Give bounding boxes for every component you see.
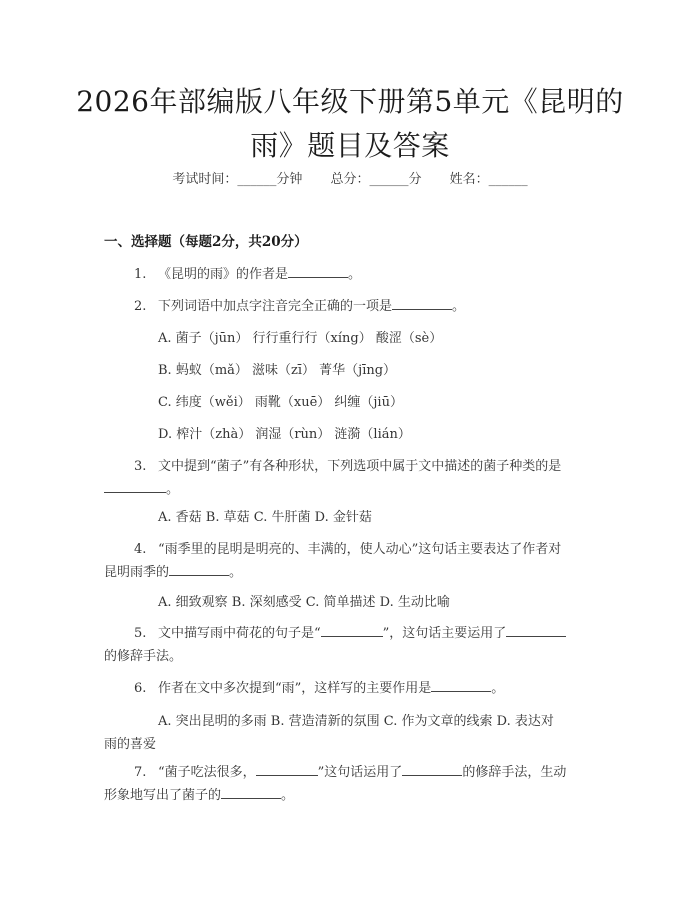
- answer-blank: [506, 624, 566, 637]
- answer-blank: [392, 297, 452, 310]
- question-number: 2.: [134, 299, 147, 314]
- question-text: 《昆明的雨》的作者是: [158, 267, 289, 282]
- question-6: 6. 作者在文中多次提到“雨”，这样写的主要作用是 。: [134, 681, 505, 696]
- question-6-options-continued: 雨的喜爱: [104, 737, 157, 752]
- question-number: 5.: [134, 626, 147, 641]
- question-text: 文中提到“菌子”有各种形状，下列选项中属于文中描述的菌子种类的是: [158, 459, 562, 474]
- title-line-1: 2026年部编版八年级下册第5单元《昆明的: [76, 85, 624, 118]
- option-a: A. 菌子（jūn） 行行重行行（xíng） 酸涩（sè）: [158, 331, 443, 346]
- page-title: [60, 80, 640, 168]
- option-b: B. 蚂蚁（mǎ） 滋味（zī） 菁华（jīng）: [158, 363, 397, 378]
- exam-score: 总分：______分: [330, 172, 422, 187]
- option-c: C. 纬度（wěi） 雨靴（xuē） 纠缠（jiū）: [158, 395, 403, 410]
- answer-blank: [321, 624, 383, 637]
- question-7: 7. “菌子吃法很多， ”这句话运用了 的修辞手法，生动: [134, 765, 567, 780]
- question-number: 4.: [134, 542, 147, 557]
- question-number: 3.: [134, 459, 147, 474]
- question-5: 5. 文中描写雨中荷花的句子是“ ”，这句话主要运用了: [134, 622, 566, 641]
- question-4-continued: 昆明雨季的 。: [104, 565, 243, 580]
- answer-blank: [169, 563, 229, 576]
- question-3-continued: 。: [104, 478, 179, 497]
- question-6-options: A. 突出昆明的多雨 B. 营造清新的氛围 C. 作为文章的线索 D. 表达对: [158, 714, 554, 729]
- question-4: [134, 538, 561, 557]
- question-text: “雨季里的昆明是明亮的、丰满的，使人动心”这句话主要表达了作者对: [158, 542, 562, 557]
- answer-blank: [221, 786, 281, 799]
- section-heading: 一、选择题（每题2分，共20分）: [104, 234, 308, 250]
- question-1: 1. 《昆明的雨》的作者是 。: [134, 267, 362, 282]
- option-d: D. 榨汁（zhà） 润湿（rùn） 涟漪（lián）: [158, 427, 411, 442]
- question-2: 2. 下列词语中加点字注音完全正确的一项是 。: [134, 299, 466, 314]
- question-text: 下列词语中加点字注音完全正确的一项是: [158, 299, 393, 314]
- question-text: 作者在文中多次提到“雨”，这样写的主要作用是: [158, 681, 432, 696]
- exam-info: [0, 168, 700, 187]
- exam-name: 姓名：______: [449, 172, 528, 187]
- exam-time: 考试时间：______分钟: [172, 172, 303, 187]
- title-line-2: 雨》题目及答案: [250, 129, 450, 162]
- answer-blank: [431, 679, 491, 692]
- answer-blank: [402, 763, 462, 776]
- question-number: 1.: [134, 267, 147, 282]
- question-5-continued: 的修辞手法。: [104, 649, 183, 664]
- answer-blank: [256, 763, 318, 776]
- answer-blank: [288, 265, 348, 278]
- question-4-options: A. 细致观察 B. 深刻感受 C. 简单描述 D. 生动比喻: [158, 595, 450, 610]
- question-3: [134, 455, 561, 474]
- question-number: 7.: [134, 765, 147, 780]
- question-3-options: A. 香菇 B. 草菇 C. 牛肝菌 D. 金针菇: [158, 510, 372, 525]
- question-7-continued: 形象地写出了菌子的 。: [104, 788, 295, 803]
- question-number: 6.: [134, 681, 147, 696]
- answer-blank: [104, 480, 166, 493]
